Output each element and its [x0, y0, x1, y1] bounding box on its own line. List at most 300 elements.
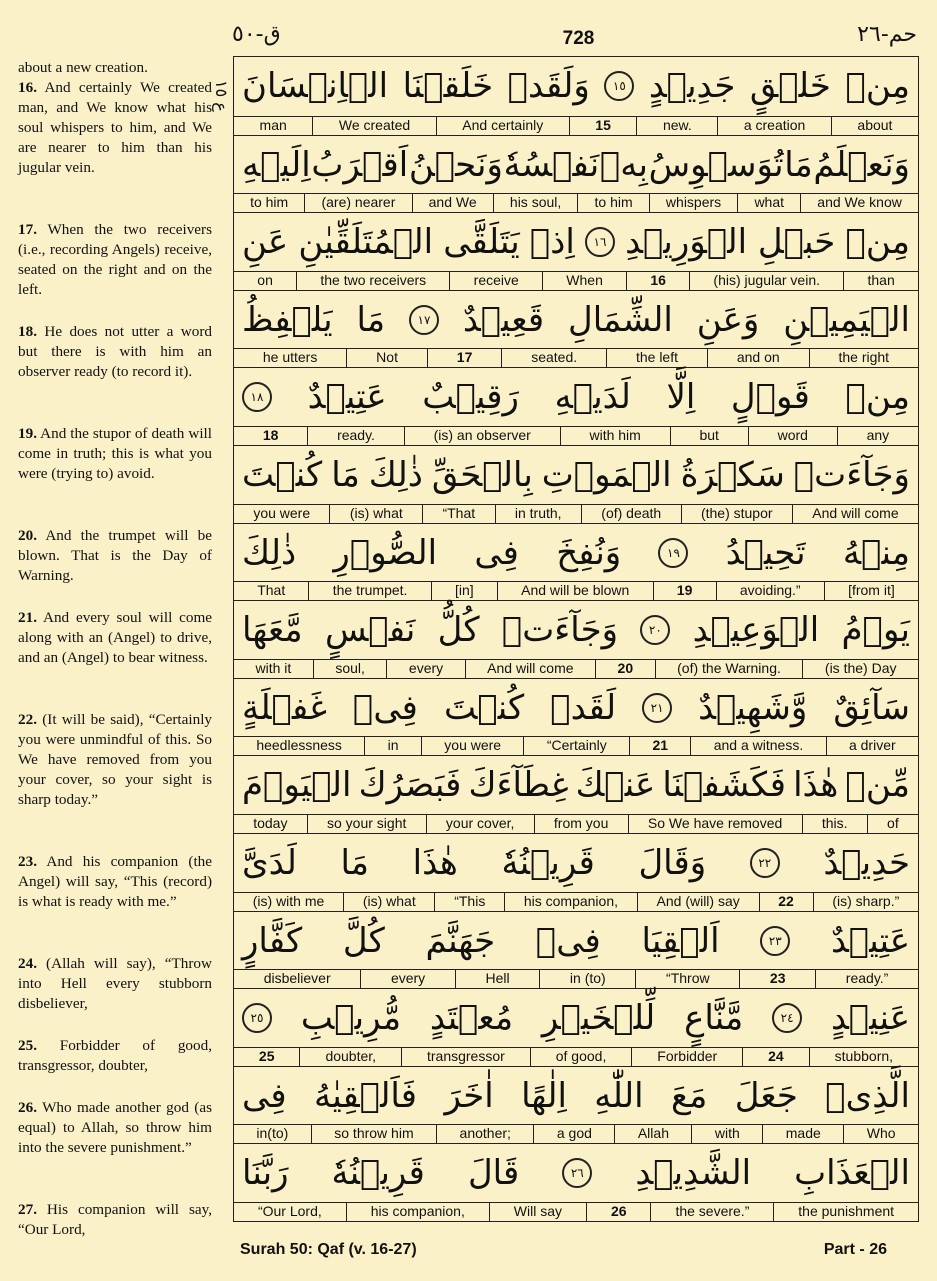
gloss-cell: “Throw [635, 970, 739, 988]
arabic-word: اِلٰهًا [521, 1075, 567, 1116]
gloss-cell: (is the) Day [802, 660, 918, 678]
arabic-word: اَلۡقِيَا [641, 920, 720, 961]
arabic-word: سَآئِقٌ [833, 687, 910, 728]
english-gloss-line [234, 348, 918, 367]
arabic-word: الۡمَوۡتِ [541, 455, 672, 495]
gloss-cell: you were [253, 504, 311, 521]
note-number: 16. [18, 79, 37, 96]
arabic-word: مِنۡ [845, 222, 910, 263]
english-gloss-line [234, 814, 918, 833]
gloss-cell: in truth, [495, 505, 581, 523]
english-gloss-line [234, 1124, 918, 1143]
arabic-line [234, 1144, 918, 1202]
arabic-word: مُعۡتَدٍ [429, 998, 514, 1039]
ruku-marker: ع ١٥ [212, 80, 231, 112]
verse-row [234, 523, 918, 601]
arabic-word: رَقِيۡبٌ [422, 377, 519, 418]
gloss-cell: (his) jugular vein. [689, 272, 843, 290]
gloss-cell: “Our Lord, [257, 1202, 322, 1219]
arabic-word: وَنُفِخَ [556, 532, 622, 573]
arabic-word: الصُّوۡرِ [333, 532, 438, 573]
arabic-word: مِنۡهُ [842, 532, 910, 573]
translation-note [18, 1098, 212, 1158]
gloss-cell: Forbidder [631, 1048, 742, 1066]
gloss-cell: the trumpet. [308, 582, 430, 600]
gloss-cell: from you [534, 815, 628, 833]
note-number: 17. [18, 221, 37, 238]
arabic-line [234, 524, 918, 582]
gloss-cell: on [257, 271, 273, 288]
gloss-cell: (is) what [343, 893, 434, 911]
gloss-cell: transgressor [401, 1048, 530, 1066]
verse-row [234, 833, 918, 911]
page-number-text: 728 [562, 28, 595, 49]
arabic-word: قَعِيۡدٌ [462, 299, 545, 340]
verse-number-marker: ١٩ [658, 538, 688, 568]
verse-row [234, 367, 918, 445]
english-gloss-line [234, 1202, 918, 1221]
gloss-cell: And will be blown [497, 582, 653, 600]
arabic-word: سَكۡرَةُ [680, 455, 785, 495]
arabic-word: لِّلۡخَيۡرِ [541, 998, 656, 1039]
translation-note [18, 220, 212, 300]
arabic-word: عَنِ [242, 222, 289, 263]
gloss-cell: (the) stupor [681, 505, 792, 523]
gloss-cell: word [748, 427, 837, 445]
verse-row [234, 1143, 918, 1221]
verse-number-cell: 23 [739, 970, 815, 988]
english-gloss-line [234, 581, 918, 600]
gloss-cell: “This [434, 893, 504, 911]
arabic-line [234, 989, 918, 1047]
gloss-cell: and a witness. [690, 737, 825, 755]
gloss-cell: his companion, [346, 1203, 489, 1221]
verse-row [234, 911, 918, 989]
note-text: (Allah will say), “Throw into Hell every stubborn disbeliever, [18, 955, 212, 1012]
note-number: 21. [18, 609, 37, 626]
gloss-cell: When [542, 272, 626, 290]
translation-note [18, 954, 212, 1014]
arabic-word: فِى [474, 532, 519, 573]
arabic-word: جَدِيۡدٍ [648, 66, 736, 106]
arabic-word: مَّنَّاعٍ [684, 998, 744, 1039]
arabic-word: يَوۡمُ [841, 610, 910, 651]
note-text: When the two receivers (i.e., recording Angels) receive, seated on the right and on the left. [18, 221, 212, 298]
note-number: 26. [18, 1099, 37, 1116]
arabic-word: مَا [356, 299, 386, 340]
arabic-word: الۡمُتَلَقِّيٰنِ [298, 222, 434, 263]
arabic-line [234, 291, 918, 349]
gloss-cell: (are) nearer [304, 194, 411, 212]
gloss-cell: We created [312, 117, 435, 135]
arabic-word: فِىۡ [535, 920, 601, 961]
arabic-word: عَنِيۡدٍ [830, 998, 910, 1039]
gloss-cell: a driver [826, 737, 918, 755]
arabic-word: مَعَ [670, 1075, 708, 1116]
english-gloss-line [234, 892, 918, 911]
arabic-word: مُّرِيۡبِ [300, 998, 402, 1039]
gloss-cell: heedlessness [256, 737, 342, 754]
gloss-cell: made [762, 1125, 843, 1143]
page-number [0, 28, 937, 50]
arabic-word: وَلَقَدۡ [507, 66, 590, 106]
verse-row [234, 678, 918, 756]
gloss-cell: doubter, [299, 1048, 401, 1066]
gloss-cell: Who [843, 1125, 918, 1143]
arabic-word: اِذۡ [529, 222, 575, 263]
gloss-cell: so throw him [311, 1125, 436, 1143]
verse-row [234, 600, 918, 678]
gloss-cell: (of) death [581, 505, 681, 523]
verse-number-marker: ٢٣ [760, 926, 790, 956]
arabic-word: غِطَآءَكَ [468, 765, 569, 806]
gloss-cell: and on [707, 349, 809, 367]
verse-row [234, 988, 918, 1066]
arabic-word: اَقۡرَبُ [311, 144, 409, 185]
gloss-cell: [in] [431, 582, 497, 600]
verse-number-cell: 19 [653, 582, 716, 600]
verse-number-marker: ١٨ [242, 382, 272, 412]
arabic-word: نَفۡسٍ [324, 610, 416, 651]
translation-note [18, 424, 212, 484]
gloss-cell: a creation [717, 117, 831, 135]
note-text: (It will be said), “Certainly you were unmindful of this. So We have removed from you your cover, so your sight is sharp today.” [18, 711, 213, 808]
gloss-cell: another; [436, 1125, 533, 1143]
arabic-word: مَّعَهَا [242, 610, 303, 651]
gloss-cell: what [737, 194, 800, 212]
arabic-word: قَوۡلٍ [730, 377, 810, 418]
arabic-word: بِهٖ [599, 144, 648, 185]
gloss-cell: with [691, 1125, 762, 1143]
gloss-cell: disbeliever [263, 970, 331, 987]
translation-note [18, 58, 212, 78]
arabic-word: يَتَلَقَّى [443, 222, 520, 263]
gloss-cell: the right [809, 349, 918, 367]
verse-number-cell: 22 [759, 893, 813, 911]
verse-number-cell: 15 [569, 117, 637, 135]
arabic-word: لَدَيۡهِ [554, 377, 631, 418]
arabic-word: عَتِيۡدٌ [830, 920, 910, 961]
arabic-word: كُنۡتَ [443, 687, 525, 728]
arabic-word: قَرِيۡنُهٗ [331, 1153, 425, 1194]
arabic-word: رَبَّنَا [242, 1153, 289, 1194]
verse-number-marker: ١٧ [409, 305, 439, 335]
footer-part: Part - 26 [823, 1241, 887, 1258]
arabic-word: هٰذَا [793, 765, 839, 806]
note-number: 18. [18, 323, 37, 340]
arabic-word: اِلَيۡهِ [242, 144, 311, 185]
verse-number-marker: ٢٢ [750, 848, 780, 878]
gloss-cell: this. [802, 815, 867, 833]
note-text: And certainly We created man, and We know what his soul whispers to him, and We are nearer to him than his jugular vein. [18, 79, 212, 176]
verse-number-marker: ٢٦ [562, 1158, 592, 1188]
verse-number-cell: 17 [427, 349, 501, 367]
arabic-word: الشَّدِيۡدِ [635, 1153, 752, 1194]
arabic-word: وَنَعۡلَمُ [813, 144, 910, 185]
arabic-word: حَبۡلِ الۡوَرِيۡدِ [625, 222, 836, 263]
gloss-cell: and We [412, 194, 493, 212]
arabic-word: اِلَّا [666, 377, 696, 418]
arabic-line [234, 679, 918, 737]
gloss-cell: And will come [465, 660, 595, 678]
gloss-cell: the severe.” [650, 1203, 773, 1221]
english-gloss-line [234, 736, 918, 755]
header-part-label: حم-٢٦ [857, 22, 917, 47]
verse-number-marker: ٢٠ [640, 615, 670, 645]
gloss-cell: today [253, 814, 288, 831]
arabic-word: تُوَسۡوِسُ [648, 144, 784, 185]
note-text: about a new creation. [18, 59, 148, 76]
translation-note [18, 710, 212, 810]
arabic-word: قَالَ [467, 1153, 520, 1194]
arabic-word: فِى [242, 1075, 287, 1116]
gloss-cell: man [259, 116, 287, 133]
translation-note [18, 608, 212, 668]
verse-row [234, 135, 918, 213]
verse-row [234, 445, 918, 523]
note-number: 19. [18, 425, 37, 442]
verse-number-cell: 21 [629, 737, 690, 755]
note-text: And his companion (the Angel) will say, “This (record) is what is ready with me.” [18, 853, 212, 910]
arabic-word: كُلُّ [437, 610, 480, 651]
note-text: He does not utter a word but there is with him an observer ready (to record it). [18, 323, 213, 380]
arabic-word: وَنَحۡنُ [408, 144, 503, 185]
gloss-cell: with it [255, 659, 292, 676]
translation-note [18, 78, 212, 178]
gloss-cell: (is) an observer [404, 427, 560, 445]
gloss-cell: his companion, [504, 893, 637, 911]
arabic-word: نَفۡسُهٗ [503, 144, 600, 185]
gloss-cell: every [386, 660, 464, 678]
verse-number-cell: 16 [626, 272, 689, 290]
gloss-cell: And will come [792, 505, 918, 523]
verse-row [234, 212, 918, 290]
arabic-line [234, 834, 918, 892]
gloss-cell: (is) what [329, 505, 422, 523]
arabic-word: فَكَشَفۡنَا [662, 765, 786, 806]
gloss-cell: in [364, 737, 421, 755]
english-gloss-line [234, 659, 918, 678]
arabic-word: وَّشَهِيۡدٌ [698, 687, 808, 728]
gloss-cell: in (to) [539, 970, 635, 988]
arabic-word: بِالۡحَقِّ [431, 455, 533, 495]
gloss-cell: ready. [307, 427, 404, 445]
arabic-line [234, 57, 918, 115]
arabic-word: مِنۡ [845, 377, 910, 418]
verse-number-marker: ١٦ [585, 227, 615, 257]
gloss-cell: about [831, 117, 918, 135]
verse-row [234, 755, 918, 833]
arabic-word: خَلۡقٍ [749, 66, 831, 106]
gloss-cell: “That [422, 505, 494, 523]
note-text: Forbidder of good, transgressor, doubter, [18, 1037, 212, 1074]
gloss-cell: [from it] [824, 582, 918, 600]
gloss-cell: than [843, 272, 918, 290]
english-gloss-line [234, 969, 918, 988]
arabic-word: خَلَقۡنَا [402, 66, 494, 106]
gloss-cell: in(to) [256, 1125, 289, 1142]
gloss-cell: And (will) say [637, 893, 759, 911]
word-by-word-table [233, 56, 919, 1222]
note-number: 23. [18, 853, 37, 870]
arabic-word: اٰخَرَ [444, 1075, 494, 1116]
gloss-cell: (of) the Warning. [655, 660, 803, 678]
verse-row [234, 290, 918, 368]
english-gloss-line [234, 116, 918, 135]
arabic-line [234, 601, 918, 659]
english-gloss-line [234, 504, 918, 523]
arabic-word: مِّنۡ [845, 765, 910, 806]
arabic-word: مِنۡ [845, 66, 910, 106]
verse-number-marker: ٢٤ [772, 1003, 802, 1033]
arabic-word: عَنۡكَ [575, 765, 656, 806]
arabic-line [234, 136, 918, 194]
note-number: 25. [18, 1037, 37, 1054]
arabic-word: لَدَىَّ [242, 843, 297, 883]
gloss-cell: avoiding.” [716, 582, 824, 600]
translation-note [18, 852, 212, 912]
note-text: His companion will say, “Our Lord, [18, 1201, 212, 1238]
gloss-cell: And certainly [436, 117, 569, 135]
note-text: And the stupor of death will come in truth; this is what you were (trying to) avoid. [18, 425, 212, 482]
gloss-cell: soul, [313, 660, 387, 678]
arabic-word: مَا [784, 144, 813, 185]
english-gloss-line [234, 193, 918, 212]
arabic-line [234, 1067, 918, 1125]
header-surah-label: ق-٥٠ [232, 22, 281, 47]
arabic-word: كَفَّارٍ [242, 920, 303, 961]
gloss-cell: Not [346, 349, 427, 367]
english-gloss-line [234, 1047, 918, 1066]
gloss-cell: a god [533, 1125, 614, 1143]
english-gloss-line [234, 426, 918, 445]
translation-note [18, 526, 212, 586]
arabic-word: كُلَّ [342, 920, 385, 961]
note-text: And the trumpet will be blown. That is the Day of Warning. [18, 527, 212, 584]
arabic-word: غَفۡلَةٍ [242, 687, 327, 728]
arabic-word: اللّٰهِ [594, 1075, 644, 1116]
gloss-cell: you were [421, 737, 524, 755]
gloss-cell: of good, [530, 1048, 632, 1066]
gloss-cell: so your sight [307, 815, 426, 833]
gloss-cell: (is) sharp.” [813, 893, 918, 911]
note-number: 20. [18, 527, 37, 544]
gloss-cell: and We know [800, 194, 918, 212]
verse-number-cell: 25 [258, 1047, 275, 1064]
arabic-word: فِىۡ [352, 687, 418, 728]
arabic-word: وَجَآءَتۡ [501, 610, 619, 651]
verse-number-cell: 20 [595, 660, 655, 678]
gloss-cell: the two receivers [296, 272, 449, 290]
gloss-cell: his soul, [493, 194, 578, 212]
arabic-word: ذٰلِكَ [368, 455, 423, 495]
arabic-word: يَلۡفِظُ [242, 299, 333, 340]
gloss-cell: stubborn, [809, 1048, 918, 1066]
verse-number-marker: ١٥ [604, 71, 634, 101]
arabic-word: هٰذَا [412, 843, 458, 883]
gloss-cell: but [670, 427, 748, 445]
arabic-word: ذٰلِكَ [242, 532, 297, 573]
arabic-word: عَتِيۡدٌ [307, 377, 387, 418]
gloss-cell: new. [636, 117, 717, 135]
gloss-cell: Allah [614, 1125, 691, 1143]
gloss-cell: any [837, 427, 918, 445]
arabic-word: جَهَنَّمَ [425, 920, 496, 961]
arabic-word: مَا [331, 455, 360, 495]
arabic-word: فَاَلۡقِيٰهُ [313, 1075, 418, 1116]
arabic-word: لَقَدۡ [550, 687, 617, 728]
arabic-word: فَبَصَرُكَ [358, 765, 462, 806]
arabic-line [234, 368, 918, 426]
arabic-word: الۡيَوۡمَ [242, 765, 352, 806]
translation-note [18, 322, 212, 382]
note-text: Who made another god (as equal) to Allah, so throw him into the severe punishment.” [18, 1099, 212, 1156]
gloss-cell: seated. [501, 349, 606, 367]
arabic-word: الَّذِىۡ [825, 1075, 910, 1116]
gloss-cell: receive [449, 272, 542, 290]
arabic-word: الۡعَذَابِ [794, 1153, 910, 1194]
verse-number-cell: 18 [262, 426, 279, 443]
note-number: 27. [18, 1201, 37, 1218]
note-number: 22. [18, 711, 37, 728]
verse-number-cell: 26 [586, 1203, 651, 1221]
gloss-cell: ready.” [815, 970, 918, 988]
translation-note [18, 1200, 212, 1240]
gloss-cell: of [867, 815, 918, 833]
arabic-word: الۡوَعِيۡدِ [692, 610, 820, 651]
verse-row [234, 1066, 918, 1144]
gloss-cell: to him [250, 194, 289, 211]
note-text: And every soul will come along with an (Angel) to drive, and an (Angel) to bear witness. [18, 609, 212, 666]
gloss-cell: to him [577, 194, 648, 212]
gloss-cell: Will say [489, 1203, 586, 1221]
arabic-word: وَقَالَ [638, 843, 707, 883]
gloss-cell: every [360, 970, 455, 988]
arabic-word: وَجَآءَتۡ [793, 455, 910, 495]
gloss-cell: whispers [649, 194, 738, 212]
footer-surah: Surah 50: Qaf (v. 16-27) [240, 1241, 417, 1258]
gloss-cell: “Certainly [523, 737, 629, 755]
arabic-line [234, 912, 918, 970]
arabic-word: تَحِيۡدُ [725, 532, 806, 573]
verse-row [234, 57, 918, 135]
gloss-cell: Hell [455, 970, 539, 988]
gloss-cell: the left [606, 349, 707, 367]
verse-number-marker: ٢١ [642, 693, 672, 723]
arabic-word: كُنۡتَ [242, 455, 323, 495]
arabic-word: الۡاِنۡسَانَ [242, 66, 389, 106]
arabic-word: وَعَنِ [696, 299, 760, 340]
english-gloss-line [234, 271, 918, 290]
gloss-cell: (is) with me [252, 892, 325, 909]
translation-note [18, 1036, 212, 1076]
gloss-cell: the punishment [773, 1203, 918, 1221]
arabic-word: حَدِيۡدٌ [823, 843, 910, 883]
arabic-line [234, 446, 918, 504]
arabic-word: قَرِيۡنُهٗ [501, 843, 595, 883]
arabic-line [234, 756, 918, 814]
verse-number-marker: ٢٥ [242, 1003, 272, 1033]
arabic-word: مَا [340, 843, 370, 883]
arabic-word: جَعَلَ [734, 1075, 798, 1116]
gloss-cell: he utters [262, 349, 318, 366]
arabic-line [234, 213, 918, 271]
verse-number-cell: 24 [742, 1048, 809, 1066]
note-number: 24. [18, 955, 37, 972]
gloss-cell: So We have removed [628, 815, 802, 833]
gloss-cell: with him [560, 427, 670, 445]
arabic-word: الشِّمَالِ [567, 299, 673, 340]
